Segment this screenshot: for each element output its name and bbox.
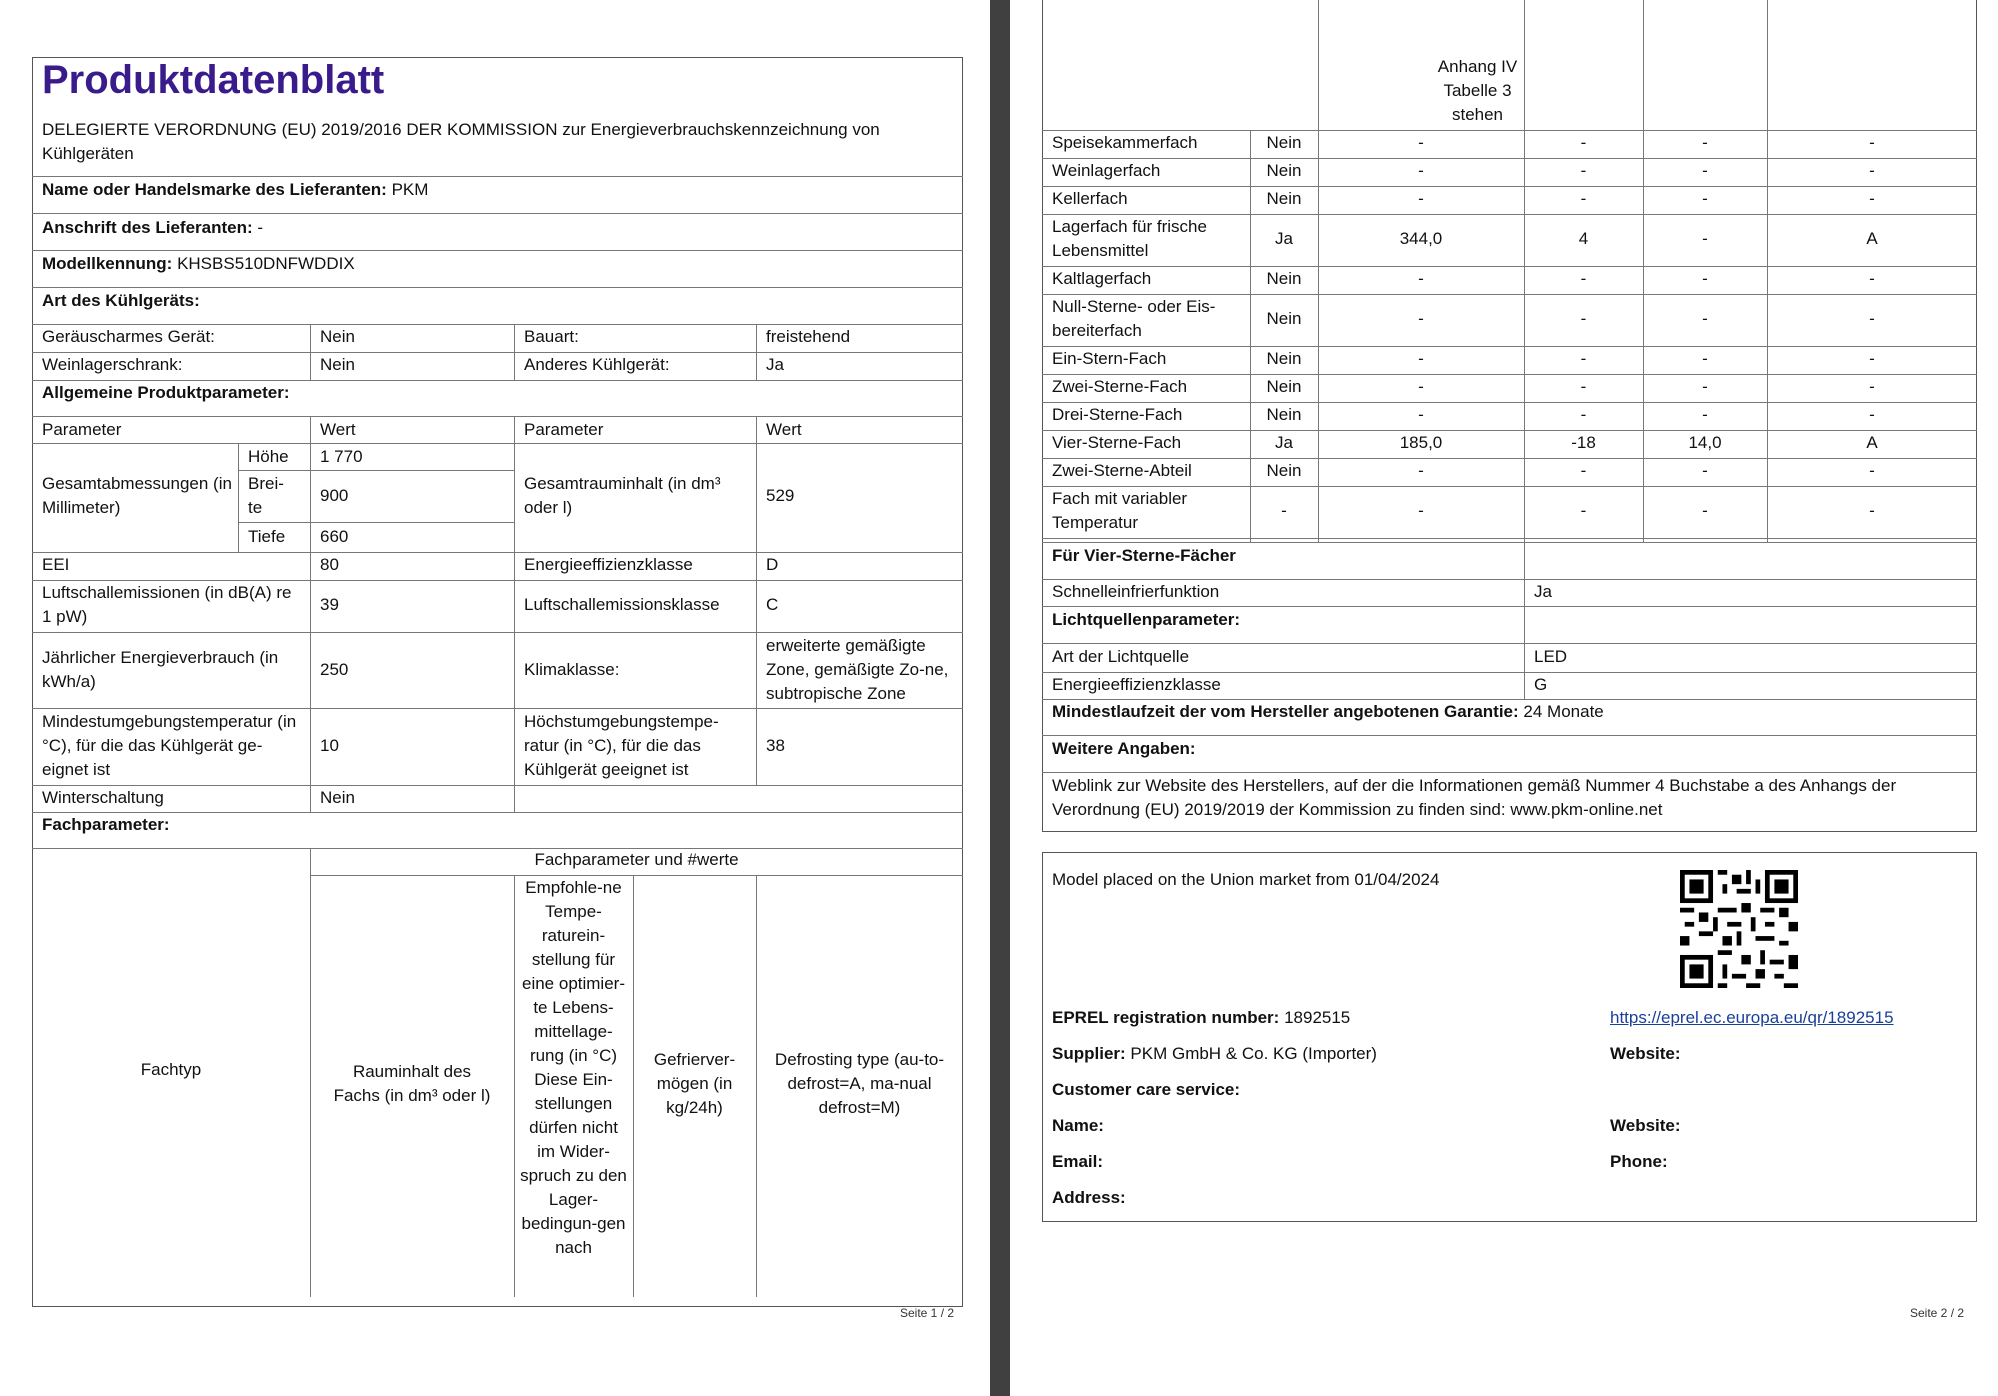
comp-type-cell: Zwei-Sterne-Fach — [1052, 377, 1188, 396]
comp-defrost-cell: - — [1869, 161, 1875, 180]
comp-freeze-cell: - — [1702, 229, 1708, 248]
max-temp-value: 38 — [766, 736, 785, 755]
energy-class-label: Energieeffizienzklasse — [524, 555, 693, 574]
annual-energy-label: Jährlicher Energieverbrauch (in kWh/a) — [42, 648, 279, 691]
comp-defrost-cell: - — [1869, 501, 1875, 520]
light-heading: Lichtquellenparameter: — [1052, 610, 1240, 629]
comp-freeze-cell: - — [1702, 501, 1708, 520]
page-1 — [0, 0, 990, 1396]
comp-col-type: Fachtyp — [140, 1060, 202, 1079]
volume-label: Gesamtrauminhalt (in dm³ oder l) — [524, 474, 721, 517]
max-temp-label: Höchstumgebungstempe-ratur (in °C), für die das Kühlgerät geeignet ist — [524, 712, 719, 779]
comp-temp-cell: - — [1580, 269, 1587, 288]
comp-present-cell: Nein — [1266, 133, 1302, 152]
appliance-type-heading: Art des Kühlgeräts: — [42, 291, 200, 310]
quick-freeze-value: Ja — [1534, 582, 1552, 601]
comp-temp-cell: - — [1580, 349, 1587, 368]
care-phone-label: Phone: — [1610, 1152, 1668, 1171]
comp-defrost-cell: - — [1869, 269, 1875, 288]
supplier-label: Name oder Handelsmarke des Lieferanten: — [42, 180, 387, 199]
qr-code-icon[interactable] — [1680, 870, 1798, 988]
comp-defrost-cell: - — [1869, 309, 1875, 328]
supplier-value-2: PKM GmbH & Co. KG (Importer) — [1130, 1044, 1377, 1063]
comp-defrost-cell: - — [1869, 189, 1875, 208]
comp-volume-cell: - — [1418, 461, 1424, 480]
comp-present-cell: Nein — [1266, 461, 1302, 480]
comp-defrost-cell: A — [1866, 229, 1878, 248]
comp-type-cell: Speisekammerfach — [1052, 133, 1198, 152]
light-class-value: G — [1534, 675, 1548, 694]
comp-volume-cell: 185,0 — [1399, 433, 1443, 452]
light-type-value: LED — [1534, 647, 1568, 666]
supplier-value: PKM — [391, 180, 429, 199]
eei-label: EEI — [42, 555, 70, 574]
depth-label: Tiefe — [248, 527, 286, 546]
supplier-label-2: Supplier: — [1052, 1044, 1126, 1063]
comp-freeze-cell: - — [1702, 309, 1708, 328]
col-value-header: Wert — [320, 420, 356, 439]
comp-present-cell: Nein — [1266, 189, 1302, 208]
comp-volume-cell: - — [1418, 133, 1424, 152]
comp-temp-cell: - — [1580, 377, 1587, 396]
comp-freeze-cell: - — [1702, 349, 1708, 368]
comp-volume-cell: - — [1418, 161, 1424, 180]
col-param-header: Parameter — [42, 420, 122, 439]
build-value: freistehend — [766, 327, 851, 346]
noise-emission-label: Luftschallemissionen (in dB(A) re 1 pW) — [42, 583, 292, 626]
comp-type-cell: Fach mit variabler Temperatur — [1052, 489, 1188, 532]
address-label: Anschrift des Lieferanten: — [42, 218, 253, 237]
noise-emission-value: 39 — [320, 595, 339, 614]
comp-group-header: Fachparameter und #werte — [534, 850, 739, 869]
comp-defrost-cell: - — [1869, 349, 1875, 368]
eprel-box — [1042, 852, 1977, 1222]
care-name-label: Name: — [1052, 1116, 1104, 1135]
comp-defrost-cell: - — [1869, 461, 1875, 480]
climate-class-value: erweiterte gemäßigte Zone, gemäßigte Zo-ne, subtropische Zone — [766, 636, 949, 703]
care-email-label: Email: — [1052, 1152, 1104, 1171]
comp-present-cell: Ja — [1275, 433, 1293, 452]
comp-freeze-cell: - — [1702, 461, 1708, 480]
general-params-heading: Allgemeine Produktparameter: — [42, 383, 290, 402]
comp-present-cell: Nein — [1266, 349, 1302, 368]
header-continuation: Anhang IV Tabelle 3 stehen — [1437, 57, 1518, 124]
comp-temp-cell: - — [1580, 405, 1587, 424]
build-label: Bauart: — [524, 327, 579, 346]
comp-defrost-cell: - — [1869, 133, 1875, 152]
comp-present-cell: Nein — [1266, 161, 1302, 180]
volume-value: 529 — [766, 486, 795, 505]
more-info-heading: Weitere Angaben: — [1052, 739, 1196, 758]
noise-class-label: Luftschallemissionsklasse — [524, 595, 720, 614]
model-label: Modellkennung: — [42, 254, 173, 273]
other-label: Anderes Kühlgerät: — [524, 355, 670, 374]
comp-defrost-cell: - — [1869, 377, 1875, 396]
eprel-value: 1892515 — [1284, 1008, 1351, 1027]
wine-label: Weinlagerschrank: — [42, 355, 183, 374]
wine-value: Nein — [320, 355, 355, 374]
comp-freeze-cell: - — [1702, 269, 1708, 288]
comp-present-cell: Nein — [1266, 309, 1302, 328]
comp-volume-cell: - — [1418, 405, 1424, 424]
comp-type-cell: Ein-Stern-Fach — [1052, 349, 1167, 368]
comp-col-defrost: Defrosting type (au-to-defrost=A, ma-nual defrost=M) — [774, 1050, 945, 1117]
care-address-label: Address: — [1052, 1188, 1126, 1207]
warranty-label: Mindestlaufzeit der vom Hersteller angebotenen Garantie: — [1052, 702, 1519, 721]
comp-present-cell: Ja — [1275, 229, 1293, 248]
weblink-text: Weblink zur Website des Herstellers, auf der die Informationen gemäß Nummer 4 Buchstabe a des Anhangs der Verordnung (EU) 2019/2019 der Kommission zu finden sind: — [1052, 776, 1897, 819]
winter-value: Nein — [320, 788, 355, 807]
comp-type-cell: Vier-Sterne-Fach — [1052, 433, 1182, 452]
eprel-link[interactable]: https://eprel.ec.europa.eu/qr/1892515 — [1610, 1008, 1894, 1027]
dims-label: Gesamtabmessungen (in Millimeter) — [42, 474, 232, 517]
page-2 — [1010, 0, 1998, 1396]
four-star-heading: Für Vier-Sterne-Fächer — [1052, 546, 1236, 565]
comp-type-cell: Zwei-Sterne-Abteil — [1052, 461, 1192, 480]
comp-col-temp: Empfohle-ne Tempe-raturein-stellung für eine optimier-te Lebens-mittellage-rung (in °C) Diese Ein-stellungen dürfen nicht im Wider-spruch zu den Lager-bedingun-gen nach — [520, 878, 627, 1257]
min-temp-label: Mindestumgebungstemperatur (in °C), für die das Kühlgerät ge-eignet ist — [42, 712, 297, 779]
comp-temp-cell: - — [1580, 189, 1587, 208]
comp-volume-cell: - — [1418, 501, 1424, 520]
comp-type-cell: Weinlagerfach — [1052, 161, 1161, 180]
comp-volume-cell: - — [1418, 269, 1424, 288]
col-param2-header: Parameter — [524, 420, 604, 439]
comp-temp-cell: -18 — [1571, 433, 1596, 452]
comp-freeze-cell: - — [1702, 405, 1708, 424]
height-value: 1 770 — [320, 447, 363, 466]
comp-freeze-cell: - — [1702, 377, 1708, 396]
comp-type-cell: Kaltlagerfach — [1052, 269, 1152, 288]
noise-class-value: C — [766, 595, 779, 614]
placed-on-market: Model placed on the Union market from 01/04/2024 — [1052, 870, 1440, 889]
comp-type-cell: Drei-Sterne-Fach — [1052, 405, 1183, 424]
comp-freeze-cell: - — [1702, 161, 1708, 180]
width-value: 900 — [320, 486, 349, 505]
eei-value: 80 — [320, 555, 339, 574]
weblink-url[interactable]: www.pkm-online.net — [1510, 800, 1663, 819]
page-title: Produktdatenblatt — [42, 58, 385, 102]
comp-type-cell: Null-Sterne- oder Eis-bereiterfach — [1052, 297, 1216, 340]
comp-temp-cell: 4 — [1578, 229, 1589, 248]
height-label: Höhe — [248, 447, 289, 466]
light-type-label: Art der Lichtquelle — [1052, 647, 1190, 666]
winter-label: Winterschaltung — [42, 788, 164, 807]
model-value: KHSBS510DNFWDDIX — [177, 254, 355, 273]
energy-class-value: D — [766, 555, 779, 574]
comp-volume-cell: 344,0 — [1399, 229, 1443, 248]
warranty-value: 24 Monate — [1523, 702, 1604, 721]
light-class-label: Energieeffizienzklasse — [1052, 675, 1221, 694]
comp-defrost-cell: - — [1869, 405, 1875, 424]
compartment-heading: Fachparameter: — [42, 815, 170, 834]
comp-freeze-cell: - — [1702, 133, 1708, 152]
comp-temp-cell: - — [1580, 461, 1587, 480]
page-footer-2: Seite 2 / 2 — [1910, 1306, 1965, 1320]
comp-col-freeze: Gefrierver-mögen (in kg/24h) — [653, 1050, 736, 1117]
comp-defrost-cell: A — [1866, 433, 1878, 452]
comp-present-cell: Nein — [1266, 269, 1302, 288]
row-divider — [1042, 538, 1977, 539]
customer-care-label: Customer care service: — [1052, 1080, 1241, 1099]
comp-present-cell: Nein — [1266, 405, 1302, 424]
min-temp-value: 10 — [320, 736, 339, 755]
website-label: Website: — [1610, 1044, 1681, 1063]
climate-class-label: Klimaklasse: — [524, 660, 620, 679]
comp-volume-cell: - — [1418, 377, 1424, 396]
comp-present-cell: - — [1281, 501, 1287, 520]
comp-volume-cell: - — [1418, 309, 1424, 328]
comp-temp-cell: - — [1580, 501, 1587, 520]
quick-freeze-label: Schnelleinfrierfunktion — [1052, 582, 1220, 601]
page-footer-1: Seite 1 / 2 — [900, 1306, 955, 1320]
comp-type-cell: Kellerfach — [1052, 189, 1128, 208]
comp-col-volume: Rauminhalt des Fachs (in dm³ oder l) — [333, 1062, 491, 1105]
comp-temp-cell: - — [1580, 161, 1587, 180]
address-value: - — [257, 218, 264, 237]
other-value: Ja — [766, 355, 784, 374]
noise-value: Nein — [320, 327, 355, 346]
care-website-label: Website: — [1610, 1116, 1681, 1135]
annual-energy-value: 250 — [320, 660, 349, 679]
width-label: Brei-te — [248, 474, 284, 517]
regulation-subtitle: DELEGIERTE VERORDNUNG (EU) 2019/2016 DER KOMMISSION zur Energieverbrauchskennzeichnung von Kühlgeräten — [42, 120, 880, 163]
comp-temp-cell: - — [1580, 309, 1587, 328]
eprel-label: EPREL registration number: — [1052, 1008, 1280, 1027]
col-value2-header: Wert — [766, 420, 802, 439]
noise-label: Geräuscharmes Gerät: — [42, 327, 215, 346]
comp-volume-cell: - — [1418, 349, 1424, 368]
comp-freeze-cell: - — [1702, 189, 1708, 208]
comp-volume-cell: - — [1418, 189, 1424, 208]
comp-temp-cell: - — [1580, 133, 1587, 152]
comp-type-cell: Lagerfach für frische Lebensmittel — [1052, 217, 1207, 260]
comp-freeze-cell: 14,0 — [1688, 433, 1722, 452]
depth-value: 660 — [320, 527, 349, 546]
comp-present-cell: Nein — [1266, 377, 1302, 396]
